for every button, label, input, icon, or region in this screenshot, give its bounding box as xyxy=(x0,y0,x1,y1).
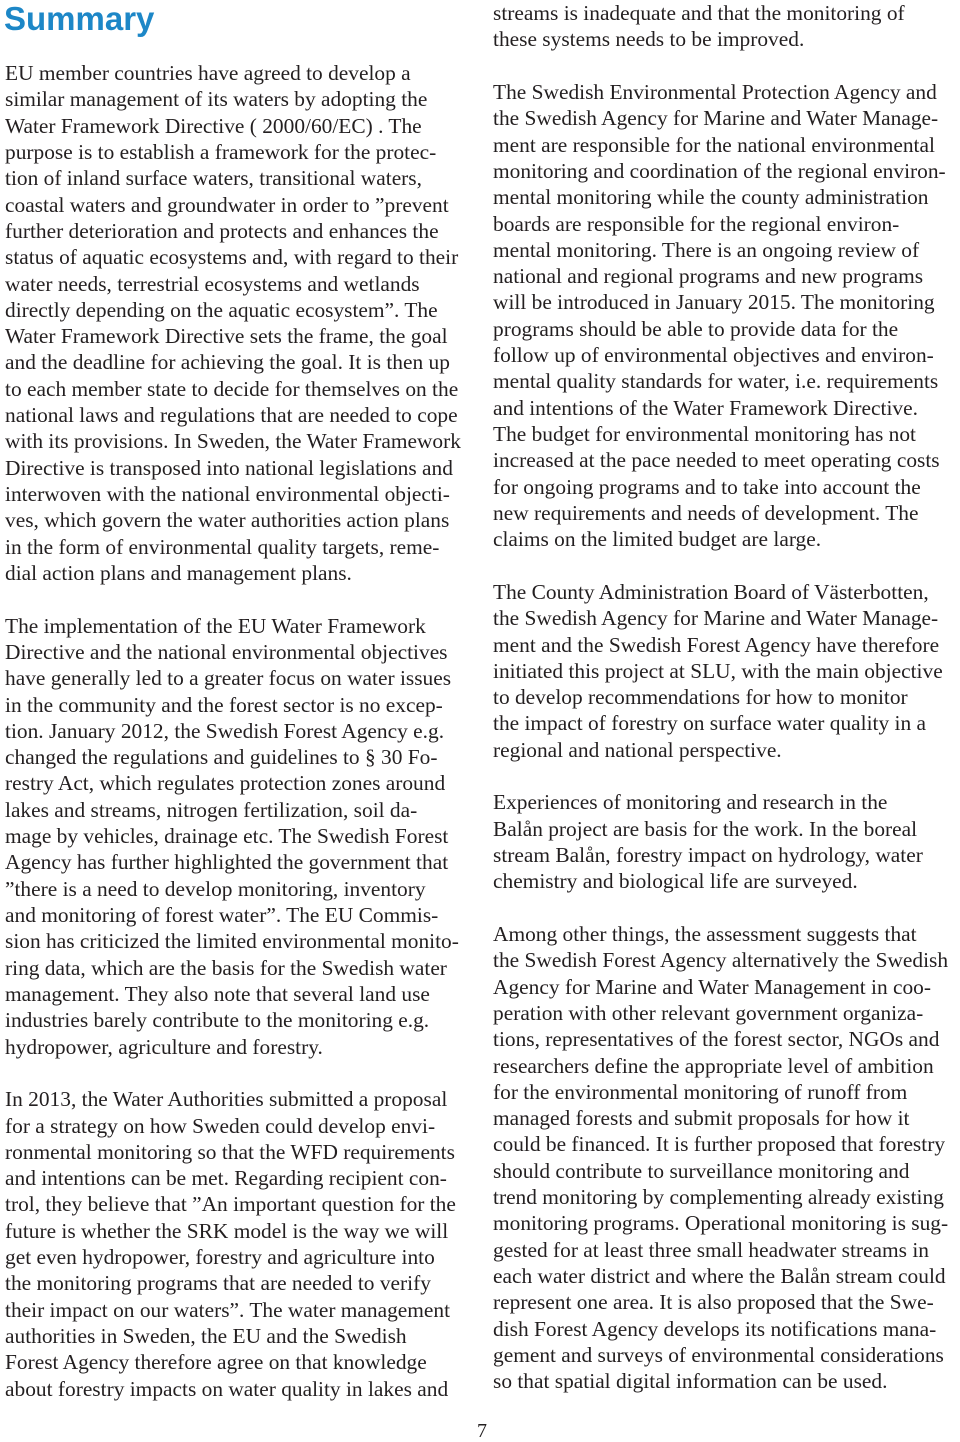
text-line: mental monitoring. There is an ongoing review of xyxy=(493,237,920,262)
left-column xyxy=(5,60,485,1402)
text-line: for ongoing programs and to take into account the xyxy=(493,474,921,499)
text-line: In 2013, the Water Authorities submitted a proposal xyxy=(5,1087,448,1112)
text-line: Water Framework Directive sets the frame, the goal xyxy=(5,324,448,349)
text-line: the Swedish Forest Agency alternatively the Swedish xyxy=(493,948,949,973)
text-line: represent one area. It is also proposed that the Swe- xyxy=(493,1290,934,1315)
text-line: changed the regulations and guidelines to § 30 Fo- xyxy=(5,745,438,770)
text-line: ”there is a need to develop monitoring, inventory xyxy=(5,876,426,901)
text-line: mage by vehicles, drainage etc. The Swedish Forest xyxy=(5,824,449,849)
text-line: will be introduced in January 2015. The monitoring xyxy=(493,290,935,315)
text-line: restry Act, which regulates protection zones around xyxy=(5,771,446,796)
text-line: claims on the limited budget are large. xyxy=(493,527,822,552)
text-line: coastal waters and groundwater in order to ”prevent xyxy=(5,192,449,217)
text-line: Agency has further highlighted the government that xyxy=(5,850,449,875)
text-line: further deterioration and protects and enhances the xyxy=(5,218,439,243)
text-line: the Swedish Agency for Marine and Water Manage- xyxy=(493,106,939,131)
text-line: Experiences of monitoring and research in the xyxy=(493,790,888,815)
text-line: in the form of environmental quality targets, reme- xyxy=(5,534,440,559)
text-line: in the community and the forest sector is no excep- xyxy=(5,692,443,717)
text-line: programs should be able to provide data for the xyxy=(493,316,899,341)
text-line: trend monitoring by complementing already existing xyxy=(493,1185,944,1210)
text-line: monitoring programs. Operational monitoring is sug- xyxy=(493,1211,949,1236)
text-line: the impact of forestry on surface water quality in a xyxy=(493,711,926,736)
text-line: similar management of its waters by adopting the xyxy=(5,87,428,112)
text-line: EU member countries have agreed to develop a xyxy=(5,61,411,85)
text-line: ment and the Swedish Forest Agency have therefore xyxy=(493,632,940,657)
paragraph xyxy=(493,579,960,763)
text-line: interwoven with the national environmental objecti- xyxy=(5,482,450,506)
text-line: the Swedish Agency for Marine and Water Manage- xyxy=(493,606,939,631)
text-line: get even hydropower, forestry and agriculture into xyxy=(5,1245,435,1270)
text-line: about forestry impacts on water quality in lakes and xyxy=(5,1376,449,1401)
text-line: tion. January 2012, the Swedish Forest Agency e.g. xyxy=(5,718,445,743)
text-line: could be financed. It is further proposed that forestry xyxy=(493,1132,946,1157)
text-line: trol, they believe that ”An important question for the xyxy=(5,1192,456,1217)
page-number: 7 xyxy=(477,1420,487,1442)
text-line: regional and national perspective. xyxy=(493,737,782,762)
text-line: lakes and streams, nitrogen fertilization, soil da- xyxy=(5,797,418,822)
text-line: The County Administration Board of Västerbotten, xyxy=(493,579,929,604)
text-line: The implementation of the EU Water Framework xyxy=(5,613,426,638)
text-line: industries barely contribute to the monitoring e.g. xyxy=(5,1008,430,1033)
text-line: water needs, terrestrial ecosystems and wetlands xyxy=(5,271,420,296)
text-line: ronmental monitoring so that the WFD requirements xyxy=(5,1139,455,1164)
paragraph xyxy=(5,613,485,1060)
text-line: have generally led to a greater focus on water issues xyxy=(5,666,452,691)
text-line: managed forests and submit proposals for how it xyxy=(493,1106,910,1131)
text-line: dial action plans and management plans. xyxy=(5,560,352,585)
text-line: for a strategy on how Sweden could develop envi- xyxy=(5,1113,436,1138)
text-line: tion of inland surface waters, transitional waters, xyxy=(5,166,422,191)
text-line: for the environmental monitoring of runoff from xyxy=(493,1079,908,1104)
text-line: Directive and the national environmental objectives xyxy=(5,639,448,664)
text-line: and intentions of the Water Framework Directive. xyxy=(493,395,918,420)
right-column xyxy=(493,0,960,1395)
page-title: Summary xyxy=(4,0,155,37)
text-line: Forest Agency therefore agree on that knowledge xyxy=(5,1350,427,1375)
text-line: chemistry and biological life are surveyed. xyxy=(493,869,858,894)
text-line: authorities in Sweden, the EU and the Swedish xyxy=(5,1324,407,1348)
text-line: each water district and where the Balån stream could xyxy=(493,1264,946,1288)
text-line: national laws and regulations that are needed to cope xyxy=(5,403,458,428)
text-line: Directive is transposed into national legislations and xyxy=(5,455,453,480)
text-line: follow up of environmental objectives and environ- xyxy=(493,343,934,368)
text-line: and the deadline for achieving the goal. It is then up xyxy=(5,350,450,375)
text-line: stream Balån, forestry impact on hydrology, water xyxy=(493,843,923,867)
text-line: researchers define the appropriate level of ambition xyxy=(493,1053,934,1078)
paragraph xyxy=(5,60,485,586)
text-line: future is whether the SRK model is the way we will xyxy=(5,1218,449,1243)
text-line: streams is inadequate and that the monitoring of xyxy=(493,1,905,25)
text-line: hydropower, agriculture and forestry. xyxy=(5,1034,323,1059)
text-line: purpose is to establish a framework for the protec- xyxy=(5,139,437,164)
text-line: new requirements and needs of development. The xyxy=(493,500,919,525)
paragraph xyxy=(493,789,960,894)
text-line: ment are responsible for the national environmental xyxy=(493,132,935,157)
paragraph xyxy=(493,921,960,1395)
text-line: Among other things, the assessment suggests that xyxy=(493,921,917,946)
text-line: the monitoring programs that are needed to verify xyxy=(5,1271,431,1296)
text-line: national and regional programs and new programs xyxy=(493,264,924,289)
text-line: dish Forest Agency develops its notifications mana- xyxy=(493,1316,937,1341)
text-line: mental monitoring while the county administration xyxy=(493,185,929,210)
text-line: initiated this project at SLU, with the main objective xyxy=(493,658,943,683)
text-line: peration with other relevant government organiza- xyxy=(493,1000,924,1025)
text-line: Water Framework Directive ( 2000/60/EC) . The xyxy=(5,113,422,138)
text-line: management. They also note that several land use xyxy=(5,981,430,1006)
text-line: The budget for environmental monitoring has not xyxy=(493,422,916,446)
text-line: sion has criticized the limited environmental monito- xyxy=(5,929,459,954)
text-line: The Swedish Environmental Protection Agency and xyxy=(493,79,937,104)
text-line: directly depending on the aquatic ecosystem”. The xyxy=(5,297,438,322)
paragraph xyxy=(5,1086,485,1402)
text-line: boards are responsible for the regional environ- xyxy=(493,211,900,236)
text-line: Balån project are basis for the work. In the boreal xyxy=(493,816,918,841)
text-line: Agency for Marine and Water Management in coo- xyxy=(493,974,932,999)
text-line: and intentions can be met. Regarding recipient con- xyxy=(5,1166,447,1191)
text-line: ring data, which are the basis for the Swedish water xyxy=(5,955,447,980)
text-line: should contribute to surveillance monitoring and xyxy=(493,1158,910,1183)
text-line: mental quality standards for water, i.e. requirements xyxy=(493,369,939,394)
paragraph xyxy=(493,0,960,53)
text-line: to each member state to decide for themselves on the xyxy=(5,376,459,401)
text-line: these systems needs to be improved. xyxy=(493,27,805,52)
text-line: ves, which govern the water authorities action plans xyxy=(5,508,450,533)
text-line: increased at the pace needed to meet operating costs xyxy=(493,448,940,473)
text-line: and monitoring of forest water”. The EU Commis- xyxy=(5,903,439,927)
text-line: gested for at least three small headwater streams in xyxy=(493,1237,929,1262)
text-line: to develop recommendations for how to monitor xyxy=(493,685,908,710)
text-line: tions, representatives of the forest sector, NGOs and xyxy=(493,1027,940,1052)
text-line: their impact on our waters”. The water management xyxy=(5,1297,451,1322)
paragraph xyxy=(493,79,960,553)
text-line: gement and surveys of environmental considerations xyxy=(493,1342,944,1367)
text-line: with its provisions. In Sweden, the Water Framework xyxy=(5,429,461,454)
text-line: status of aquatic ecosystems and, with regard to their xyxy=(5,245,459,270)
text-line: monitoring and coordination of the regional environ- xyxy=(493,158,946,183)
text-line: so that spatial digital information can be used. xyxy=(493,1369,888,1394)
